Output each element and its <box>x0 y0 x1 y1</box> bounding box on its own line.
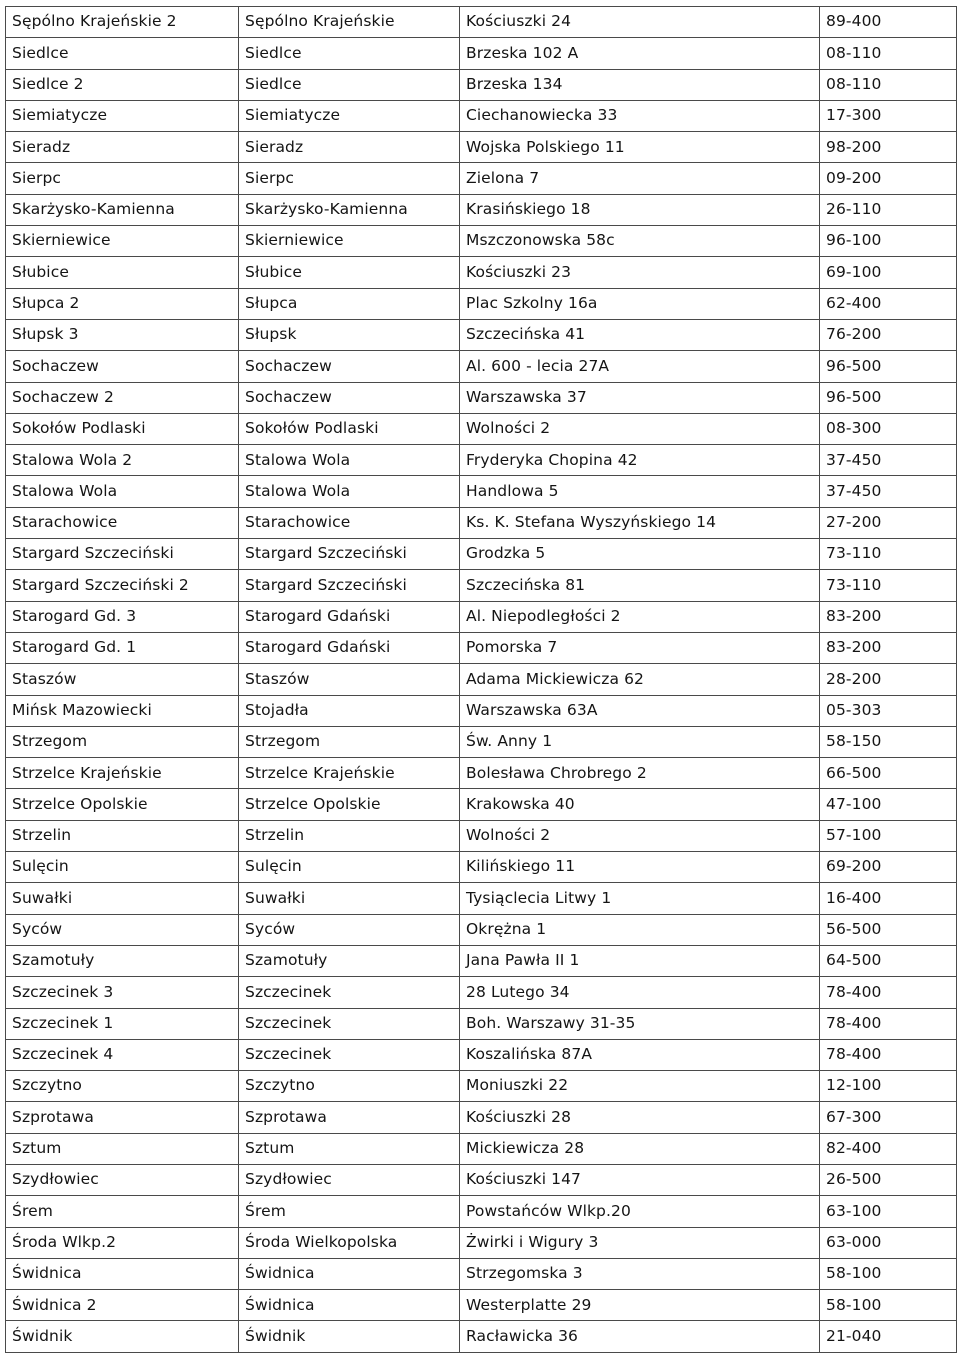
table-row <box>6 132 957 163</box>
street-address-cell: Koszalińska 87A <box>460 1039 820 1070</box>
city-cell: Szczecinek <box>239 1039 460 1070</box>
street-address-cell: Szczecińska 41 <box>460 319 820 350</box>
location-name-cell: Szczecinek 4 <box>6 1039 239 1070</box>
street-address-cell: Racławicka 36 <box>460 1321 820 1352</box>
street-address-cell: Powstańców Wlkp.20 <box>460 1196 820 1227</box>
location-name-cell: Siedlce 2 <box>6 69 239 100</box>
street-address-cell: Brzeska 134 <box>460 69 820 100</box>
street-address-cell: Mszczonowska 58c <box>460 226 820 257</box>
table-row <box>6 1258 957 1289</box>
street-address-cell: Al. Niepodległości 2 <box>460 601 820 632</box>
table-row <box>6 226 957 257</box>
street-address-cell: Ciechanowiecka 33 <box>460 100 820 131</box>
location-name-cell: Stargard Szczeciński <box>6 539 239 570</box>
city-cell: Sochaczew <box>239 351 460 382</box>
street-address-cell: Kościuszki 24 <box>460 7 820 38</box>
location-name-cell: Skierniewice <box>6 226 239 257</box>
location-name-cell: Sochaczew <box>6 351 239 382</box>
location-name-cell: Sztum <box>6 1133 239 1164</box>
table-row <box>6 914 957 945</box>
street-address-cell: Boh. Warszawy 31-35 <box>460 1008 820 1039</box>
postal-code-cell: 17-300 <box>820 100 957 131</box>
postal-code-cell: 58-100 <box>820 1290 957 1321</box>
city-cell: Stalowa Wola <box>239 476 460 507</box>
postal-code-cell: 78-400 <box>820 1039 957 1070</box>
city-cell: Sierpc <box>239 163 460 194</box>
table-row <box>6 1039 957 1070</box>
street-address-cell: Handlowa 5 <box>460 476 820 507</box>
postal-code-cell: 37-450 <box>820 445 957 476</box>
postal-code-cell: 26-110 <box>820 194 957 225</box>
postal-code-cell: 83-200 <box>820 632 957 663</box>
city-cell: Świdnica <box>239 1290 460 1321</box>
table-row <box>6 945 957 976</box>
location-name-cell: Świdnik <box>6 1321 239 1352</box>
street-address-cell: Adama Mickiewicza 62 <box>460 664 820 695</box>
street-address-cell: Kilińskiego 11 <box>460 852 820 883</box>
postal-code-cell: 73-110 <box>820 570 957 601</box>
postal-code-cell: 26-500 <box>820 1164 957 1195</box>
location-name-cell: Sępólno Krajeńskie 2 <box>6 7 239 38</box>
location-name-cell: Sierpc <box>6 163 239 194</box>
postal-code-cell: 69-200 <box>820 852 957 883</box>
table-row <box>6 288 957 319</box>
city-cell: Siedlce <box>239 69 460 100</box>
street-address-cell: Bolesława Chrobrego 2 <box>460 758 820 789</box>
table-row <box>6 7 957 38</box>
table-row <box>6 1227 957 1258</box>
table-row <box>6 570 957 601</box>
location-name-cell: Strzelin <box>6 820 239 851</box>
location-name-cell: Słupsk 3 <box>6 319 239 350</box>
table-row <box>6 1321 957 1352</box>
table-row <box>6 664 957 695</box>
street-address-cell: Wojska Polskiego 11 <box>460 132 820 163</box>
location-name-cell: Świdnica <box>6 1258 239 1289</box>
table-row <box>6 539 957 570</box>
postal-code-cell: 67-300 <box>820 1102 957 1133</box>
postal-code-cell: 09-200 <box>820 163 957 194</box>
postal-code-cell: 08-110 <box>820 69 957 100</box>
location-name-cell: Szydłowiec <box>6 1164 239 1195</box>
table-row <box>6 883 957 914</box>
table-row <box>6 1008 957 1039</box>
street-address-cell: Kościuszki 28 <box>460 1102 820 1133</box>
street-address-cell: Kościuszki 147 <box>460 1164 820 1195</box>
location-name-cell: Słubice <box>6 257 239 288</box>
postal-code-cell: 16-400 <box>820 883 957 914</box>
location-name-cell: Szczytno <box>6 1071 239 1102</box>
street-address-cell: Wolności 2 <box>460 413 820 444</box>
street-address-cell: Brzeska 102 A <box>460 38 820 69</box>
postal-code-cell: 82-400 <box>820 1133 957 1164</box>
city-cell: Siedlce <box>239 38 460 69</box>
table-row <box>6 758 957 789</box>
location-name-cell: Sulęcin <box>6 852 239 883</box>
city-cell: Skarżysko-Kamienna <box>239 194 460 225</box>
postal-code-cell: 73-110 <box>820 539 957 570</box>
city-cell: Słupca <box>239 288 460 319</box>
street-address-cell: Zielona 7 <box>460 163 820 194</box>
postal-code-cell: 96-500 <box>820 382 957 413</box>
locations-table <box>5 6 957 1353</box>
table-row <box>6 38 957 69</box>
postal-code-cell: 63-000 <box>820 1227 957 1258</box>
city-cell: Szprotawa <box>239 1102 460 1133</box>
postal-code-cell: 08-110 <box>820 38 957 69</box>
city-cell: Świdnik <box>239 1321 460 1352</box>
location-name-cell: Syców <box>6 914 239 945</box>
table-row <box>6 1164 957 1195</box>
postal-code-cell: 83-200 <box>820 601 957 632</box>
table-row <box>6 695 957 726</box>
table-row <box>6 820 957 851</box>
location-name-cell: Starachowice <box>6 507 239 538</box>
table-row <box>6 1102 957 1133</box>
table-row <box>6 789 957 820</box>
table-row <box>6 382 957 413</box>
location-name-cell: Sokołów Podlaski <box>6 413 239 444</box>
location-name-cell: Suwałki <box>6 883 239 914</box>
street-address-cell: Wolności 2 <box>460 820 820 851</box>
street-address-cell: Fryderyka Chopina 42 <box>460 445 820 476</box>
postal-code-cell: 12-100 <box>820 1071 957 1102</box>
city-cell: Szczytno <box>239 1071 460 1102</box>
table-row <box>6 1196 957 1227</box>
street-address-cell: Strzegomska 3 <box>460 1258 820 1289</box>
street-address-cell: Moniuszki 22 <box>460 1071 820 1102</box>
table-row <box>6 476 957 507</box>
street-address-cell: Okrężna 1 <box>460 914 820 945</box>
location-name-cell: Strzelce Krajeńskie <box>6 758 239 789</box>
city-cell: Sochaczew <box>239 382 460 413</box>
table-body <box>6 7 957 1353</box>
postal-code-cell: 27-200 <box>820 507 957 538</box>
city-cell: Słupsk <box>239 319 460 350</box>
postal-code-cell: 28-200 <box>820 664 957 695</box>
postal-code-cell: 98-200 <box>820 132 957 163</box>
postal-code-cell: 96-500 <box>820 351 957 382</box>
city-cell: Starogard Gdański <box>239 632 460 663</box>
postal-code-cell: 64-500 <box>820 945 957 976</box>
street-address-cell: Westerplatte 29 <box>460 1290 820 1321</box>
table-row <box>6 69 957 100</box>
location-name-cell: Sochaczew 2 <box>6 382 239 413</box>
table-row <box>6 632 957 663</box>
location-name-cell: Stargard Szczeciński 2 <box>6 570 239 601</box>
location-name-cell: Starogard Gd. 1 <box>6 632 239 663</box>
street-address-cell: Tysiąclecia Litwy 1 <box>460 883 820 914</box>
location-name-cell: Staszów <box>6 664 239 695</box>
table-row <box>6 601 957 632</box>
location-name-cell: Świdnica 2 <box>6 1290 239 1321</box>
postal-code-cell: 21-040 <box>820 1321 957 1352</box>
table-row <box>6 1133 957 1164</box>
city-cell: Stalowa Wola <box>239 445 460 476</box>
city-cell: Stojadła <box>239 695 460 726</box>
city-cell: Strzelce Opolskie <box>239 789 460 820</box>
city-cell: Stargard Szczeciński <box>239 570 460 601</box>
postal-code-cell: 78-400 <box>820 1008 957 1039</box>
table-row <box>6 163 957 194</box>
city-cell: Sieradz <box>239 132 460 163</box>
street-address-cell: Grodzka 5 <box>460 539 820 570</box>
location-name-cell: Słupca 2 <box>6 288 239 319</box>
location-name-cell: Szczecinek 3 <box>6 977 239 1008</box>
location-name-cell: Środa Wlkp.2 <box>6 1227 239 1258</box>
city-cell: Środa Wielkopolska <box>239 1227 460 1258</box>
street-address-cell: Św. Anny 1 <box>460 726 820 757</box>
street-address-cell: Ks. K. Stefana Wyszyńskiego 14 <box>460 507 820 538</box>
location-name-cell: Mińsk Mazowiecki <box>6 695 239 726</box>
location-name-cell: Skarżysko-Kamienna <box>6 194 239 225</box>
location-name-cell: Strzelce Opolskie <box>6 789 239 820</box>
city-cell: Starachowice <box>239 507 460 538</box>
city-cell: Świdnica <box>239 1258 460 1289</box>
street-address-cell: Warszawska 63A <box>460 695 820 726</box>
table-row <box>6 726 957 757</box>
postal-code-cell: 69-100 <box>820 257 957 288</box>
street-address-cell: Żwirki i Wigury 3 <box>460 1227 820 1258</box>
city-cell: Szamotuły <box>239 945 460 976</box>
city-cell: Strzelin <box>239 820 460 851</box>
city-cell: Siemiatycze <box>239 100 460 131</box>
city-cell: Śrem <box>239 1196 460 1227</box>
postal-code-cell: 58-100 <box>820 1258 957 1289</box>
location-name-cell: Stalowa Wola 2 <box>6 445 239 476</box>
city-cell: Strzegom <box>239 726 460 757</box>
table-row <box>6 100 957 131</box>
table-row <box>6 1290 957 1321</box>
postal-code-cell: 47-100 <box>820 789 957 820</box>
location-name-cell: Szamotuły <box>6 945 239 976</box>
street-address-cell: Jana Pawła II 1 <box>460 945 820 976</box>
postal-code-cell: 89-400 <box>820 7 957 38</box>
table-row <box>6 319 957 350</box>
postal-code-cell: 08-300 <box>820 413 957 444</box>
city-cell: Staszów <box>239 664 460 695</box>
postal-code-cell: 78-400 <box>820 977 957 1008</box>
street-address-cell: Pomorska 7 <box>460 632 820 663</box>
street-address-cell: Warszawska 37 <box>460 382 820 413</box>
street-address-cell: Al. 600 - lecia 27A <box>460 351 820 382</box>
postal-code-cell: 62-400 <box>820 288 957 319</box>
city-cell: Sulęcin <box>239 852 460 883</box>
table-row <box>6 445 957 476</box>
location-name-cell: Szprotawa <box>6 1102 239 1133</box>
city-cell: Sztum <box>239 1133 460 1164</box>
postal-code-cell: 05-303 <box>820 695 957 726</box>
postal-code-cell: 63-100 <box>820 1196 957 1227</box>
table-row <box>6 977 957 1008</box>
street-address-cell: 28 Lutego 34 <box>460 977 820 1008</box>
city-cell: Słubice <box>239 257 460 288</box>
street-address-cell: Mickiewicza 28 <box>460 1133 820 1164</box>
postal-code-cell: 76-200 <box>820 319 957 350</box>
city-cell: Szczecinek <box>239 977 460 1008</box>
city-cell: Suwałki <box>239 883 460 914</box>
table-row <box>6 194 957 225</box>
location-name-cell: Sieradz <box>6 132 239 163</box>
postal-code-cell: 56-500 <box>820 914 957 945</box>
table-row <box>6 1071 957 1102</box>
table-row <box>6 351 957 382</box>
city-cell: Szczecinek <box>239 1008 460 1039</box>
city-cell: Starogard Gdański <box>239 601 460 632</box>
postal-code-cell: 37-450 <box>820 476 957 507</box>
postal-code-cell: 66-500 <box>820 758 957 789</box>
city-cell: Sokołów Podlaski <box>239 413 460 444</box>
location-name-cell: Szczecinek 1 <box>6 1008 239 1039</box>
location-name-cell: Siemiatycze <box>6 100 239 131</box>
location-name-cell: Stalowa Wola <box>6 476 239 507</box>
street-address-cell: Plac Szkolny 16a <box>460 288 820 319</box>
location-name-cell: Siedlce <box>6 38 239 69</box>
postal-code-cell: 58-150 <box>820 726 957 757</box>
street-address-cell: Krasińskiego 18 <box>460 194 820 225</box>
street-address-cell: Szczecińska 81 <box>460 570 820 601</box>
location-name-cell: Śrem <box>6 1196 239 1227</box>
street-address-cell: Kościuszki 23 <box>460 257 820 288</box>
city-cell: Stargard Szczeciński <box>239 539 460 570</box>
location-name-cell: Starogard Gd. 3 <box>6 601 239 632</box>
postal-code-cell: 57-100 <box>820 820 957 851</box>
city-cell: Skierniewice <box>239 226 460 257</box>
table-row <box>6 413 957 444</box>
city-cell: Szydłowiec <box>239 1164 460 1195</box>
city-cell: Sępólno Krajeńskie <box>239 7 460 38</box>
city-cell: Strzelce Krajeńskie <box>239 758 460 789</box>
city-cell: Syców <box>239 914 460 945</box>
table-row <box>6 257 957 288</box>
postal-code-cell: 96-100 <box>820 226 957 257</box>
location-name-cell: Strzegom <box>6 726 239 757</box>
street-address-cell: Krakowska 40 <box>460 789 820 820</box>
table-row <box>6 507 957 538</box>
table-row <box>6 852 957 883</box>
